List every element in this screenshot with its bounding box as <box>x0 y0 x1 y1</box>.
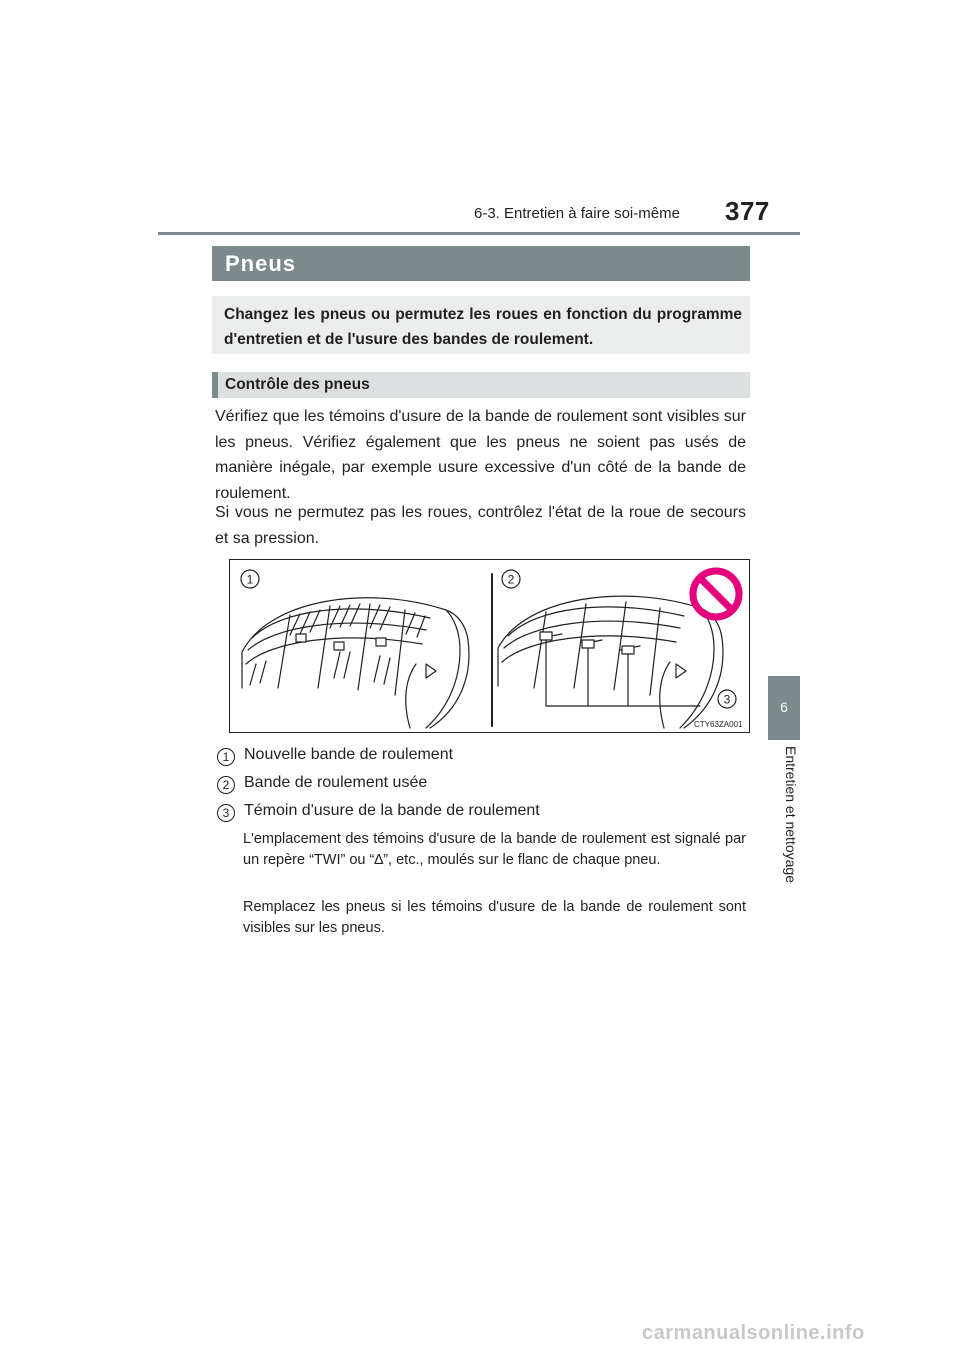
callout-1-label: 1 <box>246 572 254 587</box>
legend-label: Bande de roulement usée <box>244 774 428 791</box>
legend-label: Nouvelle bande de roulement <box>244 746 454 763</box>
worn-tire-drawing <box>498 596 723 728</box>
chapter-number: 6 <box>780 699 788 715</box>
prohibition-icon <box>693 571 739 617</box>
page-number: 377 <box>725 196 770 226</box>
page-title: Pneus <box>225 251 297 276</box>
callout-3-label: 3 <box>723 692 731 707</box>
intro-text: Changez les pneus ou permutez les roues en fonction du programme d'entretien et de l'usure des bandes de roulement. <box>224 306 742 348</box>
chapter-tab-divider <box>768 738 800 740</box>
figure-code: CTY63ZA001 <box>694 720 743 729</box>
legend-number: 2 <box>217 776 235 794</box>
legend-label: Témoin d'usure de la bande de roulement <box>244 802 540 819</box>
header-divider <box>158 232 800 235</box>
legend-number: 3 <box>217 804 235 822</box>
note-paragraph: Remplacez les pneus si les témoins d'usure de la bande de roulement sont visibles sur les pneus. <box>243 899 746 936</box>
chapter-label: Entretien et nettoyage <box>783 746 799 883</box>
tire-drawing <box>230 560 749 732</box>
note-paragraph: L'emplacement des témoins d'usure de la bande de roulement est signalé par un repère “TWI” ou “∆”, etc., moulés sur le flanc de chaque pneu. <box>243 831 746 868</box>
header-section-title: 6-3. Entretien à faire soi-même <box>474 205 680 222</box>
subsection-title: Contrôle des pneus <box>225 376 370 393</box>
body-paragraph: Vérifiez que les témoins d'usure de la bande de roulement sont visibles sur les pneus. Vérifiez également que les pneus ne soient pas usés de manière inégale, par exemple usure excessive d'un côté de la bande de roulement. <box>215 408 746 502</box>
body-paragraph: Si vous ne permutez pas les roues, contrôlez l'état de la roue de secours et sa pression. <box>215 504 746 547</box>
chapter-tab <box>768 676 800 738</box>
watermark: carmanualsonline.info <box>642 1322 865 1344</box>
legend-number: 1 <box>217 748 235 766</box>
callout-2-label: 2 <box>507 572 515 587</box>
tire-tread-illustration <box>229 559 750 733</box>
new-tire-drawing <box>242 598 469 728</box>
